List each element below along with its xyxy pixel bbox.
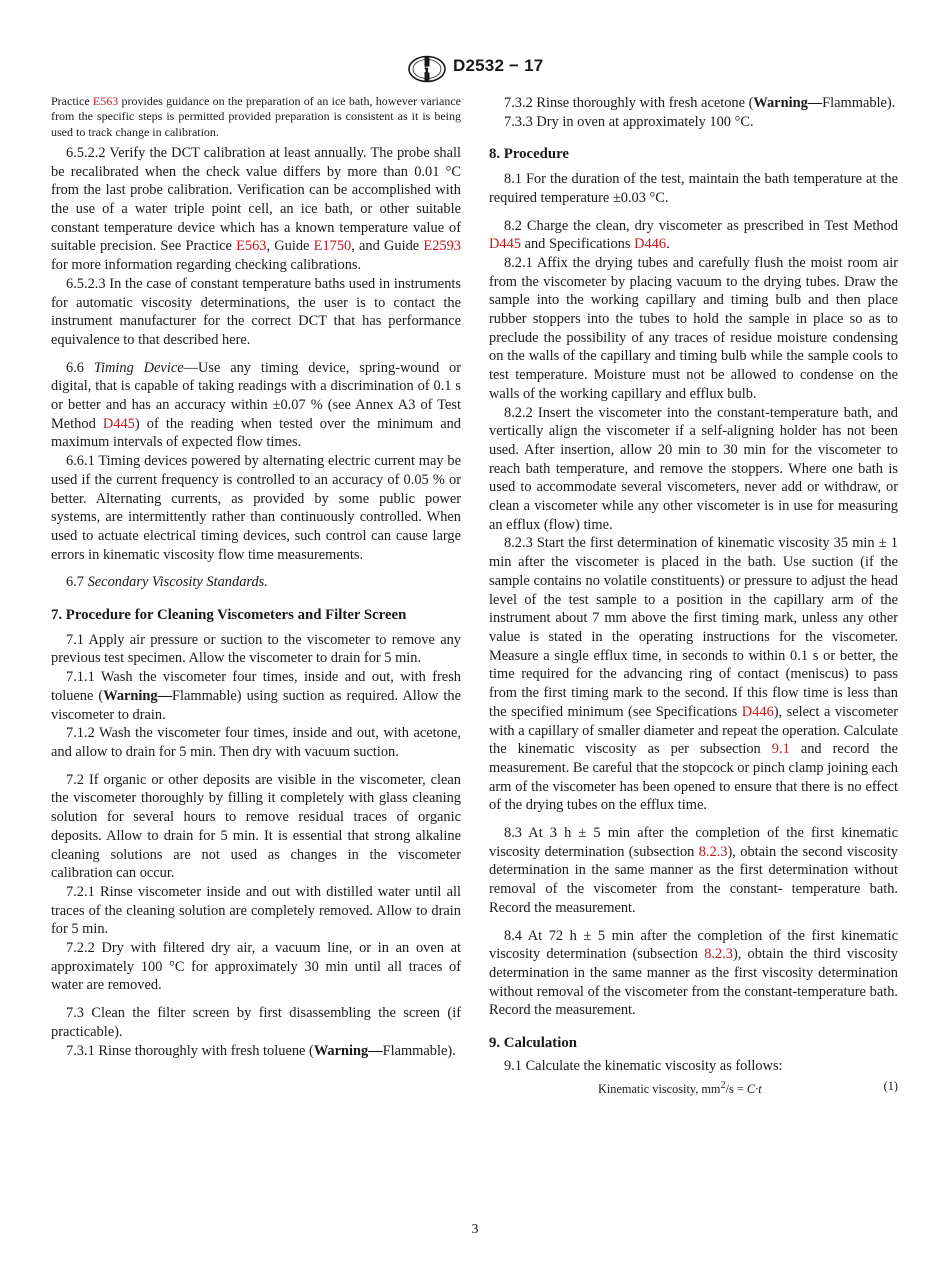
para-8-2-1: 8.2.1 Affix the drying tubes and carefully flush the moist room air from the viscometer by placing vacuum to the drying tubes. Draw the sample into the working capillary and timing bulb and then place rubber stoppers into the tubes to hold the sample in place so as to preclude the possibility of any traces of residue moisture condensing on the walls of the capillary and timing bulb while the sample cools to test temperature. Moisture must not be allowed to condense on the walls of the working capillary and efflux bulb.	[489, 254, 898, 402]
para-6-6-1: 6.6.1 Timing devices powered by alternating electric current may be used if the current frequency is controlled to an accuracy of 0.05 % or better. Alternating currents, as provided by some public power systems, are intermittently rather than continuously controlled. When used to actuate electrical timing devices, such control can cause large errors in kinematic viscosity flow time measurements.	[51, 453, 461, 563]
para-7-2: 7.2 If organic or other deposits are visible in the viscometer, clean the viscometer thoroughly by filling it completely with glass cleaning solution for several hours to remove residual traces of organic deposits. Allow to drain for 5 min. It is essential that strong alkaline cleaning solutions are not used as changes in the viscometer calibration can occur.	[51, 771, 461, 882]
para-6-5-2-2: 6.5.2.2 Verify the DCT calibration at least annually. The probe shall be recalibrated when the check value differs by more than 0.01 °C from the last probe calibration. Verification can be accomplished with the use of a water triple point cell, an ice bath, or other suitable constant temperature device which has a known temperature value of suitable precision. See Practice E563, Guide E1750, and Guide E2593 for more information regarding checking calibrations.	[51, 144, 461, 274]
para-8-2-2: 8.2.2 Insert the viscometer into the constant-temperature bath, and vertically align the viscometer if a self-aligning holder has not been used. After insertion, allow 20 min to 30 min for the viscometer to reach bath temperature, and remove the stoppers. Where one bath is used to accommodate several viscometers, never add or withdraw, or clean a viscometer while any other viscometer is in use for measuring an efflux (flow) time.	[489, 404, 898, 533]
section-7-heading: 7. Procedure for Cleaning Viscometers and Filter Screen	[51, 607, 407, 624]
ref-link-e2593[interactable]: E2593	[423, 238, 461, 255]
ref-link-d445[interactable]: D445	[489, 236, 521, 253]
para-7-3: 7.3 Clean the filter screen by first disassembling the screen (if practicable).	[51, 1005, 461, 1040]
para-7-1-1: 7.1.1 Wash the viscometer four times, inside and out, with fresh toluene (Warning—Flammable) using suction as required. Allow the viscometer to drain.	[51, 669, 461, 723]
ref-link-d446[interactable]: D446	[634, 236, 667, 253]
page-number: 3	[471, 1221, 479, 1236]
ref-link-9-1[interactable]: 9.1	[771, 741, 790, 758]
right-column	[489, 94, 898, 1097]
ref-link-8-2-3[interactable]: 8.2.3	[698, 843, 728, 860]
ref-link-8-2-3[interactable]: 8.2.3	[704, 946, 733, 963]
para-7-3-1: 7.3.1 Rinse thoroughly with fresh toluene (Warning—Flammable).	[66, 1042, 456, 1059]
left-column	[51, 94, 461, 1060]
equation-number: (1)	[883, 1079, 898, 1094]
para-6-6: 6.6 Timing Device—Use any timing device, spring-wound or digital, that is capable of taking readings with a discrimination of 0.1 s or better and has an accuracy within ±0.07 % (see Annex A3 of Test Method D445) of the reading when tested over the minimum and maximum intervals of expected flow times.	[51, 359, 461, 451]
ref-link-e563[interactable]: E563	[236, 238, 267, 255]
equation-expression: Kinematic viscosity, $mm^2/s = C\cdot t$	[598, 1080, 762, 1097]
ref-link-d446[interactable]: D446	[741, 703, 774, 720]
section-9-heading: 9. Calculation	[489, 1035, 577, 1052]
astm-logo-icon	[407, 55, 447, 83]
para-7-2-2: 7.2.2 Dry with filtered dry air, a vacuum line, or in an oven at approximately 100 °C for approximately 30 min until all traces of water are removed.	[51, 940, 461, 994]
para-8-1: 8.1 For the duration of the test, maintain the bath temperature at the required temperature ±0.03 °C.	[489, 171, 898, 206]
para-8-2: 8.2 Charge the clean, dry viscometer as prescribed in Test Method D445 and Specifications D446.	[489, 217, 898, 253]
document-id: D2532 − 17	[453, 56, 544, 75]
para-8-2-3: 8.2.3 Start the first determination of kinematic viscosity 35 min ± 1 min after the viscometer is placed in the bath. Use suction (if the sample contains no volatile constituents) or pressure to adjust the head level of the test sample to a position in the capillary arm of the instrument about 7 mm above the first timing mark, unless any other value is stated in the operating instructions for the viscometer. Measure a single efflux time, in seconds to within 0.1 s or better, the time required for the advancing ring of contact (meniscus) to pass from the first timing mark to the second. If this flow time is less than the specified minimum (see Specifications D446), select a viscometer with a capillary of smaller diameter and repeat the operation. Calculate the kinematic viscosity as per subsection 9.1 and record the measurement. Be careful that the stopcock or pinch clamp joining each arm of the viscometer has been opened to ensure that there is no effect of the drying tubes on the efflux time.	[489, 535, 898, 814]
para-8-3: 8.3 At 3 h ± 5 min after the completion of the first kinematic viscosity determination (subsection 8.2.3), obtain the second viscosity determination in the same manner as the first determination without removal of the viscometer from the constant- temperature bath. Record the measurement.	[489, 825, 898, 916]
ref-link-e1750[interactable]: E1750	[313, 238, 352, 255]
para-7-3-3: 7.3.3 Dry in oven at approximately 100 °C.	[504, 113, 754, 130]
para-7-2-1: 7.2.1 Rinse viscometer inside and out with distilled water until all traces of the cleaning solution are completely removed. Allow to drain for 5 min.	[51, 883, 461, 938]
para-6-5-2-3: 6.5.2.3 In the case of constant temperature baths used in instruments for automatic viscosity determinations, the user is to contact the instrument manufacturer for the correct DCT that has performance equivalence to that described here.	[51, 275, 461, 348]
svg-text:ASTM: ASTM	[415, 65, 439, 75]
para-6-7: 6.7 Secondary Viscosity Standards.	[66, 574, 268, 591]
para-8-4: 8.4 At 72 h ± 5 min after the completion of the first kinematic viscosity determination (subsection 8.2.3), obtain the third viscosity determination in the same manner as the first viscosity determination without removal of the viscometer from the constant-temperature bath. Record the measurement.	[489, 927, 898, 1019]
page-header	[0, 52, 950, 92]
ref-link-d445[interactable]: D445	[102, 415, 135, 432]
note-paragraph: Practice E563 provides guidance on the preparation of an ice bath, however variance from the specific steps is permitted provided preparation is consistent as it is being used to track change in calibration.	[51, 94, 461, 139]
para-7-3-2: 7.3.2 Rinse thoroughly with fresh acetone (Warning—Flammable).	[504, 95, 896, 111]
equation-1	[489, 1077, 898, 1097]
para-7-1: 7.1 Apply air pressure or suction to the viscometer to remove any previous test specimen. Allow the viscometer to drain for 5 min.	[51, 631, 461, 667]
para-9-1: 9.1 Calculate the kinematic viscosity as follows:	[504, 1057, 783, 1074]
ref-link-e563[interactable]: E563	[92, 94, 119, 108]
para-7-1-2: 7.1.2 Wash the viscometer four times, inside and out, with acetone, and allow to drain for 5 min. Then dry with vacuum suction.	[51, 725, 461, 760]
section-8-heading: 8. Procedure	[489, 146, 569, 163]
